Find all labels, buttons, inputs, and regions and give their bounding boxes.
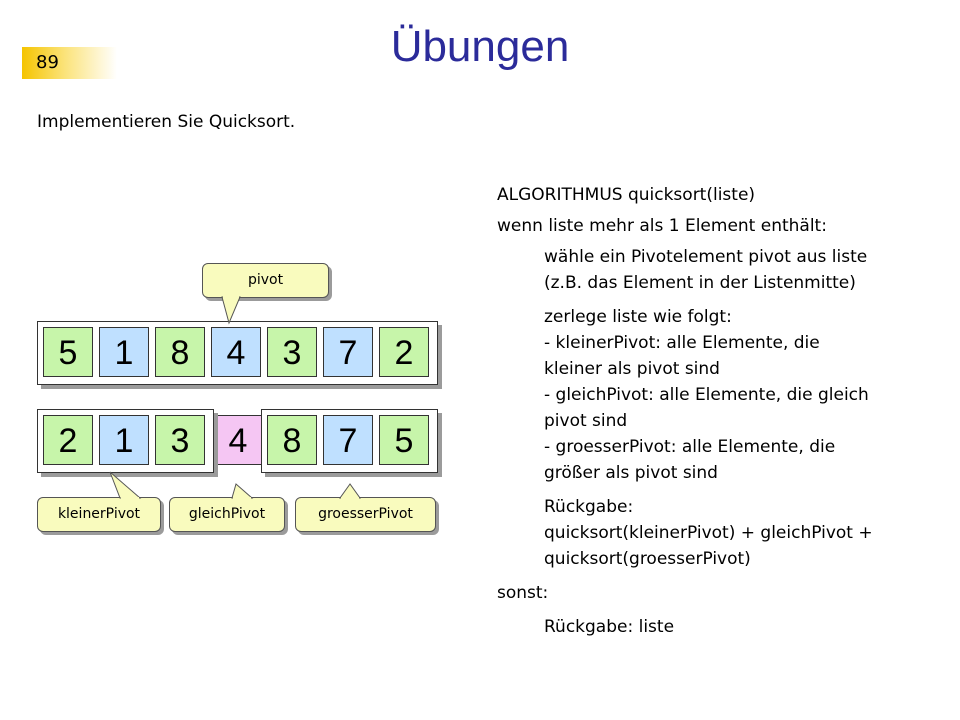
list-cell: 7 xyxy=(323,327,373,377)
algo-line-gleich: - gleichPivot: alle Elemente, die gleich xyxy=(544,385,869,405)
algo-line-groesser: - groesserPivot: alle Elemente, die xyxy=(544,437,836,457)
intro-text: Implementieren Sie Quicksort. xyxy=(37,112,296,132)
algo-line-return-expr-cont: quicksort(groesserPivot) xyxy=(544,549,751,569)
algo-line-return: Rückgabe: xyxy=(544,497,634,517)
list-cell: 3 xyxy=(155,415,205,465)
list-cell: 1 xyxy=(99,327,149,377)
algo-line-header: ALGORITHMUS quicksort(liste) xyxy=(497,185,756,205)
algo-line-choose-pivot-example: (z.B. das Element in der Listenmitte) xyxy=(544,273,856,293)
page-number: 89 xyxy=(22,47,117,79)
algo-line-kleiner: - kleinerPivot: alle Elemente, die xyxy=(544,333,820,353)
kleiner-pivot-callout: kleinerPivot xyxy=(37,497,161,532)
algo-line-condition: wenn liste mehr als 1 Element enthält: xyxy=(497,216,827,236)
list-cell: 5 xyxy=(379,415,429,465)
list-cell: 2 xyxy=(379,327,429,377)
algo-line-kleiner-cont: kleiner als pivot sind xyxy=(544,359,720,379)
list-cell: 2 xyxy=(43,415,93,465)
list-cell: 8 xyxy=(155,327,205,377)
algo-line-choose-pivot: wähle ein Pivotelement pivot aus liste xyxy=(544,247,868,267)
list-cell: 5 xyxy=(43,327,93,377)
page-title: Übungen xyxy=(390,22,570,71)
algo-line-return-expr: quicksort(kleinerPivot) + gleichPivot + xyxy=(544,523,873,543)
gleich-pivot-callout: gleichPivot xyxy=(169,497,285,532)
list-cell: 7 xyxy=(323,415,373,465)
algo-line-else-return: Rückgabe: liste xyxy=(544,617,675,637)
list-cell: 8 xyxy=(267,415,317,465)
algo-line-gleich-cont: pivot sind xyxy=(544,411,628,431)
groesser-pivot-callout: groesserPivot xyxy=(295,497,436,532)
algo-line-groesser-cont: größer als pivot sind xyxy=(544,463,718,483)
pivot-callout: pivot xyxy=(202,263,329,298)
list-cell: 1 xyxy=(99,415,149,465)
gleich-pivot-cell: 4 xyxy=(208,415,268,465)
algo-line-else: sonst: xyxy=(497,583,549,603)
list-cell-pivot: 4 xyxy=(211,327,261,377)
algo-line-split: zerlege liste wie folgt: xyxy=(544,307,732,327)
list-cell: 3 xyxy=(267,327,317,377)
